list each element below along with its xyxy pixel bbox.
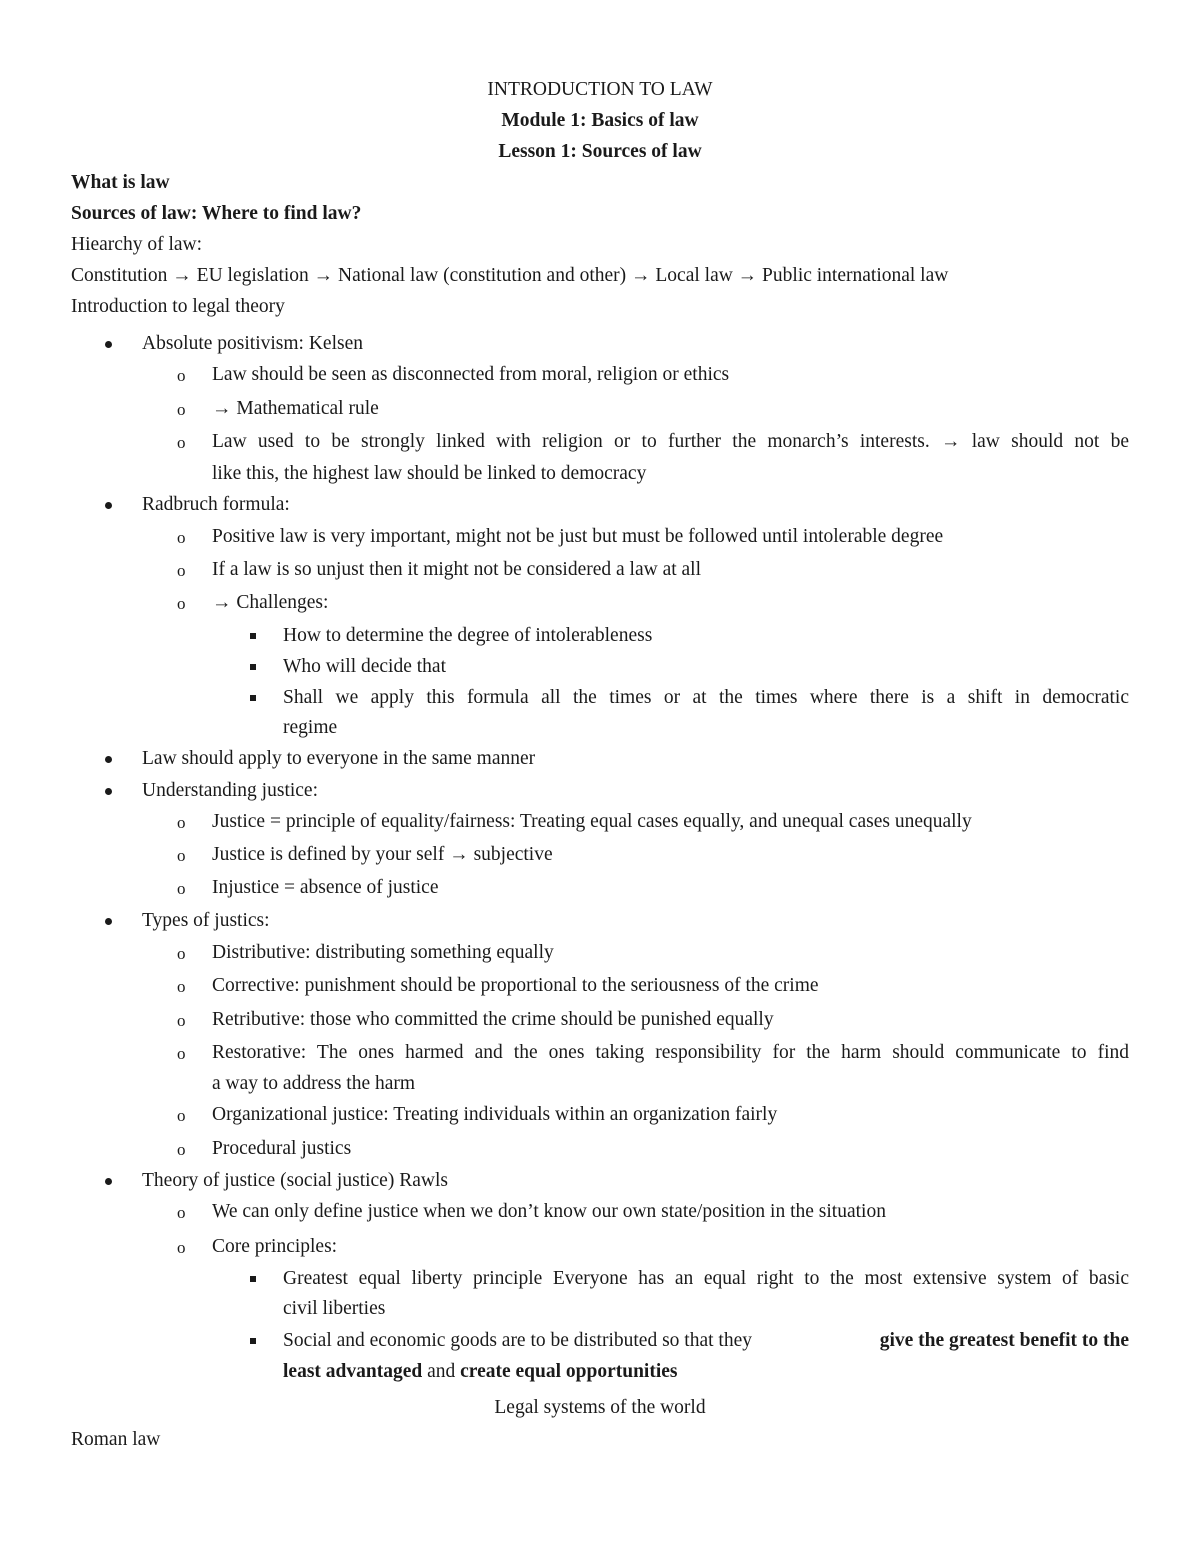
- hierarchy-chain: Constitution → EU legislation → National law (constitution and other) → Local law → Public international law: [71, 265, 949, 286]
- list-item: Law should apply to everyone in the same manner: [142, 748, 536, 769]
- sub-bullet-marker: o: [177, 879, 186, 898]
- list-item: Positive law is very important, might not be just but must be followed until intolerable degree: [212, 526, 944, 547]
- heading-sources-of-law: Sources of law: Where to find law?: [71, 203, 362, 224]
- list-item: Procedural justics: [212, 1138, 352, 1159]
- list-item: Types of justics:: [142, 910, 270, 931]
- list-item-continuation: [283, 1360, 678, 1384]
- list-item: Understanding justice:: [142, 780, 319, 801]
- sub-bullet-marker: o: [177, 1044, 186, 1063]
- list-item-text: and: [427, 1361, 456, 1382]
- heading-what-is-law: What is law: [71, 172, 170, 193]
- bullet-marker: [105, 788, 112, 795]
- list-item: We can only define justice when we don’t know our own state/position in the situation: [212, 1201, 886, 1222]
- list-item: Radbruch formula:: [142, 494, 290, 515]
- list-item: Distributive: distributing something equally: [212, 942, 554, 963]
- sub-bullet-marker: o: [177, 1140, 186, 1159]
- list-item-text: Social and economic goods are to be distributed so that they: [283, 1330, 752, 1351]
- sub-bullet-marker: o: [177, 944, 186, 963]
- list-item: Law used to be strongly linked with religion or to further the monarch’s interests. → law should not be: [212, 431, 1129, 452]
- list-item: If a law is so unjust then it might not be considered a law at all: [212, 559, 702, 580]
- sub-bullet-marker: o: [177, 594, 186, 613]
- bullet-marker: [105, 341, 112, 348]
- list-item: Law should be seen as disconnected from moral, religion or ethics: [212, 364, 730, 385]
- list-item: Justice is defined by your self → subjective: [212, 844, 553, 865]
- list-item-continuation: like this, the highest law should be linked to democracy: [212, 463, 647, 484]
- list-item: Corrective: punishment should be proportional to the seriousness of the crime: [212, 975, 819, 996]
- list-item: → Mathematical rule: [212, 398, 379, 419]
- list-item: Injustice = absence of justice: [212, 877, 439, 898]
- sub-bullet-marker: o: [177, 366, 186, 385]
- list-item-continuation: a way to address the harm: [212, 1073, 416, 1094]
- sub-sub-bullet-marker: [250, 664, 256, 670]
- list-item: Justice = principle of equality/fairness: Treating equal cases equally, and unequal cases unequally: [212, 811, 972, 832]
- hierarchy-label: Hiearchy of law:: [71, 234, 203, 255]
- emphasis-text: give the greatest benefit to the: [879, 1330, 1129, 1351]
- sub-bullet-marker: o: [177, 1106, 186, 1125]
- sub-bullet-marker: o: [177, 528, 186, 547]
- sub-bullet-marker: o: [177, 400, 186, 419]
- sub-bullet-marker: o: [177, 433, 186, 452]
- bullet-marker: [105, 756, 112, 763]
- list-item: How to determine the degree of intolerableness: [283, 625, 653, 646]
- sub-sub-bullet-marker: [250, 1338, 256, 1344]
- sub-sub-bullet-marker: [250, 695, 256, 701]
- list-item: Greatest equal liberty principle Everyone has an equal right to the most extensive system of basic: [283, 1268, 1129, 1289]
- list-item: Retributive: those who committed the crime should be punished equally: [212, 1009, 774, 1030]
- list-item-continuation: regime: [283, 717, 338, 738]
- bullet-marker: [105, 502, 112, 509]
- document-title: INTRODUCTION TO LAW: [487, 79, 713, 100]
- sub-bullet-marker: o: [177, 1238, 186, 1257]
- sub-bullet-marker: o: [177, 977, 186, 996]
- sub-bullet-marker: o: [177, 813, 186, 832]
- sub-bullet-marker: o: [177, 1011, 186, 1030]
- sub-sub-bullet-marker: [250, 1276, 256, 1282]
- list-item-continuation: civil liberties: [283, 1298, 386, 1319]
- list-item: Theory of justice (social justice) Rawls: [142, 1170, 448, 1191]
- section-roman-law: Roman law: [71, 1429, 161, 1450]
- bullet-marker: [105, 1178, 112, 1185]
- section-heading-legal-systems: Legal systems of the world: [494, 1397, 706, 1418]
- intro-legal-theory: Introduction to legal theory: [71, 296, 285, 317]
- list-item: Organizational justice: Treating individuals within an organization fairly: [212, 1104, 778, 1125]
- emphasis-text: create equal opportunities: [460, 1361, 678, 1382]
- module-heading: Module 1: Basics of law: [501, 110, 699, 131]
- list-item: → Challenges:: [212, 592, 329, 613]
- list-item: Who will decide that: [283, 656, 446, 677]
- list-item: Shall we apply this formula all the times or at the times where there is a shift in democratic: [283, 687, 1129, 708]
- list-item: Absolute positivism: Kelsen: [142, 333, 363, 354]
- emphasis-text: least advantaged: [283, 1361, 423, 1382]
- list-item: Restorative: The ones harmed and the ones taking responsibility for the harm should communicate to find: [212, 1042, 1129, 1063]
- list-item: [283, 1329, 1129, 1353]
- list-item: Core principles:: [212, 1236, 338, 1257]
- sub-bullet-marker: o: [177, 846, 186, 865]
- sub-bullet-marker: o: [177, 1203, 186, 1222]
- sub-bullet-marker: o: [177, 561, 186, 580]
- sub-sub-bullet-marker: [250, 633, 256, 639]
- bullet-marker: [105, 918, 112, 925]
- lesson-heading: Lesson 1: Sources of law: [498, 141, 702, 162]
